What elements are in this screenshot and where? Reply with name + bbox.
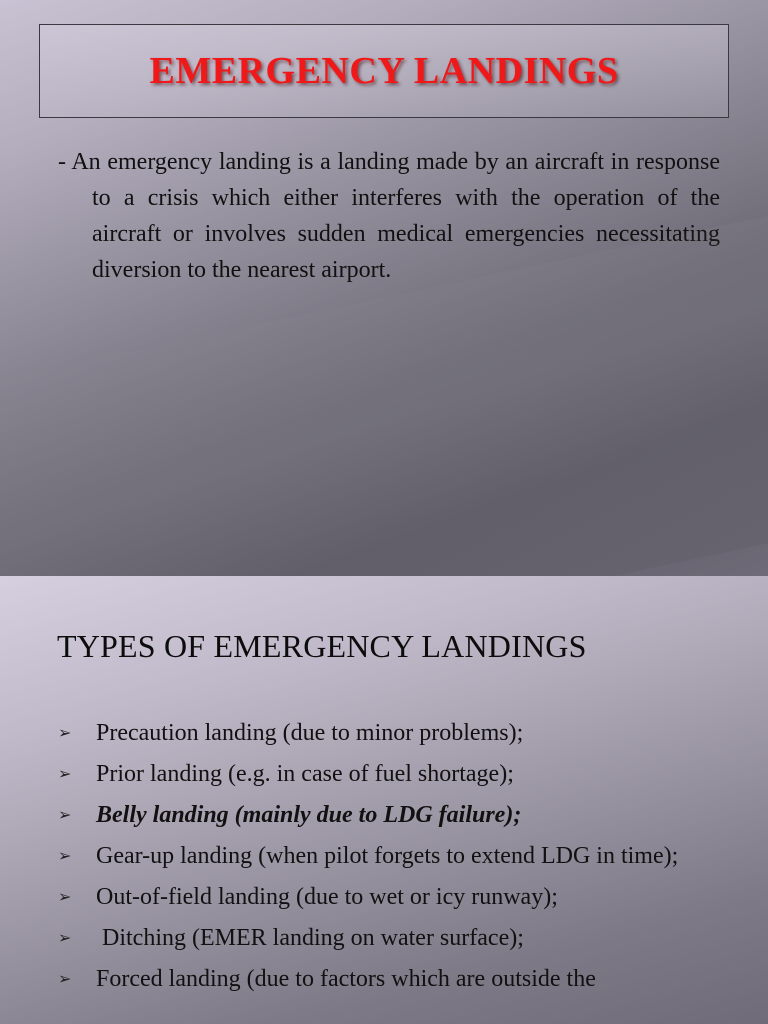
list-item-text: Belly landing (mainly due to LDG failure); (96, 802, 522, 828)
definition-paragraph (58, 144, 720, 288)
list-item-text: Prior landing (e.g. in case of fuel shortage); (96, 761, 514, 787)
list-item (58, 921, 738, 955)
list-item-text: Out-of-field landing (due to wet or icy runway); (96, 884, 558, 910)
arrow-bullet-icon: ➢ (58, 928, 72, 947)
list-item-text: Gear-up landing (when pilot forgets to extend LDG in time); (96, 843, 679, 869)
list-item (58, 880, 738, 914)
list-item-text: Ditching (EMER landing on water surface); (96, 925, 524, 951)
definition-text: An emergency landing is a landing made by an aircraft in response to a crisis which either interferes with the operation of the aircraft or involves sudden medical emergencies necessitating diversion to the nearest airport. (71, 149, 720, 283)
arrow-bullet-icon: ➢ (58, 887, 72, 906)
arrow-bullet-icon: ➢ (58, 764, 72, 783)
list-item (58, 798, 738, 832)
arrow-bullet-icon: ➢ (58, 846, 72, 865)
dash-marker: - (58, 149, 66, 175)
arrow-bullet-icon: ➢ (58, 969, 72, 988)
landing-types-list (58, 716, 738, 1003)
list-item (58, 716, 738, 750)
slide-types-of-emergency-landings (0, 576, 768, 1024)
list-item (58, 839, 738, 873)
list-item (58, 757, 738, 791)
slide-title: TYPES OF EMERGENCY LANDINGS (57, 628, 587, 664)
slide-title-box (39, 24, 729, 118)
list-item-text: Forced landing (due to factors which are outside the (96, 966, 596, 992)
arrow-bullet-icon: ➢ (58, 723, 72, 742)
slide-title: EMERGENCY LANDINGS (149, 50, 619, 92)
list-item-text: Precaution landing (due to minor problems); (96, 720, 524, 746)
list-item (58, 962, 738, 996)
arrow-bullet-icon: ➢ (58, 805, 72, 824)
